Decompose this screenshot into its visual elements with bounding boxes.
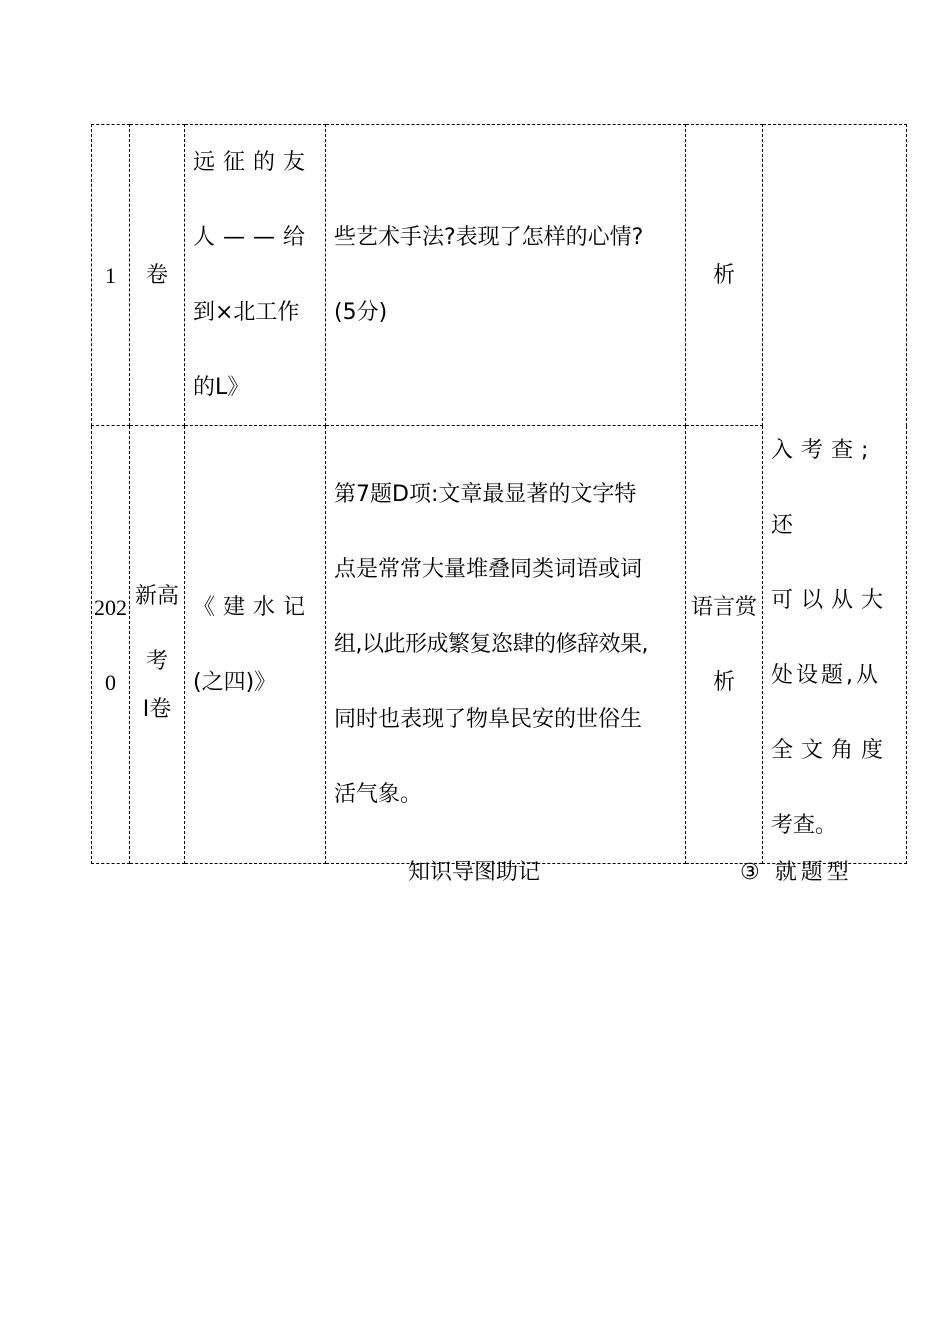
exam-table [91,124,907,864]
year-cell [92,125,130,426]
year-text: 1 [105,262,116,288]
question-cell [326,426,686,864]
title-line: 的L》 [193,375,250,400]
question-line: 点是常常大量堆叠同类词语或词 [334,557,643,582]
type-cell [686,125,763,426]
title-cell [185,125,326,426]
type-line: 语言赏 [690,594,757,620]
note-line: 入考查;还 [771,438,877,538]
title-cell [185,426,326,864]
question-line: (5分) [334,300,388,325]
paper-cell [130,426,185,864]
note-line: 全文角度 [771,738,892,763]
year-cell [92,426,130,864]
question-cell [326,125,686,426]
paper-text: 卷 [145,262,168,288]
year-line: 202 [94,594,127,620]
title-line: (之四)》 [193,669,277,695]
note-line: 处设题,从 [771,663,881,688]
note-cell [763,125,907,864]
type-text: 析 [712,262,735,288]
type-cell [686,426,763,864]
title-line: 《建水记 [193,594,314,620]
paper-line: Ⅰ卷 [142,697,172,722]
type-line: 析 [712,669,735,695]
question-type-note: ③ 就题型 [740,860,853,885]
title-line: 远征的友 [193,150,314,175]
title-line: 人——给 [193,225,314,250]
title-line: 到×北工作 [193,300,300,325]
note-line: 考查。 [771,813,838,838]
note-line: 可以从大 [771,588,892,613]
question-line: 组,以此形成繁复恣肆的修辞效果, [334,632,648,657]
paper-line: 新高 [134,584,179,609]
question-line: 活气象。 [334,782,423,807]
mind-map-caption: 知识导图助记 [408,860,541,885]
question-line: 些艺术手法?表现了怎样的心情? [334,225,644,250]
year-line: 0 [105,669,116,695]
paper-cell [130,125,185,426]
table-row [92,125,907,426]
question-line: 同时也表现了物阜民安的世俗生 [334,707,643,732]
paper-line: 考 [145,649,168,674]
question-line: 第7题D项:文章最显著的文字特 [334,482,637,507]
